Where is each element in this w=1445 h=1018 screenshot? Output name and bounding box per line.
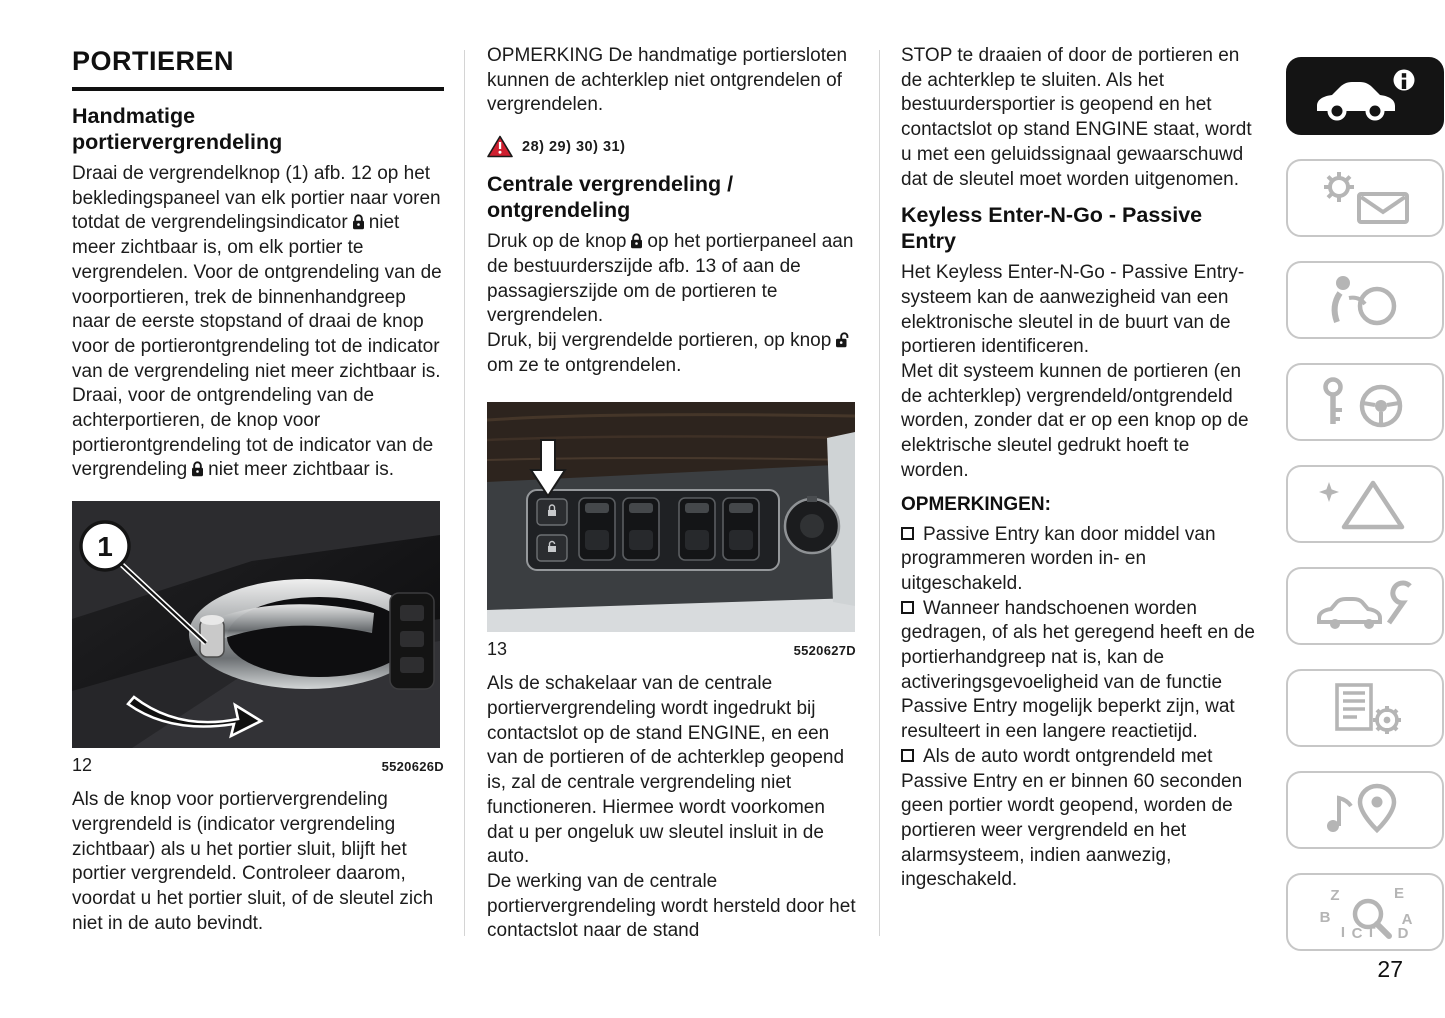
column-divider: [879, 50, 880, 936]
square-bullet-icon: [901, 527, 914, 540]
car-info-icon: [1313, 68, 1417, 124]
lock-open-icon: [835, 332, 850, 348]
paragraph-manual-locking: [72, 162, 444, 483]
airbag-safety-icon: [1313, 272, 1417, 328]
paragraph-stop-key: STOP te draaien of door de portieren en de achterklep te sluiten. Als het bestuurdersportier is geopend en het contactslot op stand ENGINE staat, wordt u met een geluidssignaal gewaarschuwd dat de sleutel moet worden uitgenomen.: [901, 45, 1252, 190]
paragraph-central-unlock: [487, 329, 856, 378]
index-letter: A: [1401, 911, 1413, 928]
warning-triangle-icon: [487, 135, 513, 158]
index-letter: D: [1397, 925, 1409, 942]
paragraph-keyless-2: Met dit systeem kunnen de portieren (en de achterklep) vergrendeld/ontgrendeld worden, zonder dat er op een knop op de elektrische sleutel gedrukt hoeft te worden.: [901, 361, 1249, 481]
alphabetical-index-icon: [1313, 884, 1417, 940]
bullet-text: Passive Entry kan door middel van programmeren worden in- en uitgeschakeld.: [901, 523, 1216, 594]
heading-keyless-entry: Keyless Enter-N-Go - Passive Entry: [901, 203, 1203, 254]
tab-alphabetical-index[interactable]: [1286, 873, 1444, 951]
figure-12-callout: 1: [97, 531, 113, 563]
note-bullet: [901, 597, 1262, 745]
text-segment: Druk, bij vergrendelde portieren, op knop: [487, 329, 832, 351]
text-segment: Draai de vergrendelknop (1) afb. 12 op het bekledingspaneel van elk portier naar voren totdat de vergrendelingsindicator: [72, 163, 441, 234]
emergency-triangle-icon: [1313, 476, 1417, 532]
index-letter: E: [1393, 885, 1405, 902]
text-segment: niet meer zichtbaar is.: [208, 459, 394, 481]
tab-emergency[interactable]: [1286, 465, 1444, 543]
note-bullet: [901, 523, 1262, 597]
column-divider: [464, 50, 465, 936]
square-bullet-icon: [901, 601, 914, 614]
text-segment: op het portierpaneel aan de bestuurderszijde afb. 13 of aan de passagierszijde om de portieren te vergrendelen.: [487, 231, 854, 327]
paragraph-central-lock-restore: De werking van de centrale portiervergrendeling wordt hersteld door het contactslot naar de stand: [487, 870, 856, 942]
car-wrench-icon: [1313, 578, 1417, 634]
page-number: 27: [1377, 956, 1403, 982]
tab-starting-driving[interactable]: [1286, 363, 1444, 441]
warning-references: 28) 29) 30) 31): [522, 138, 626, 155]
bullet-text: Wanneer handschoenen worden gedragen, of als het geregend heeft en de portierhandgreep nat is, kan de activeringsgevoeligheid van de functie Passive Entry mogelijk beperkt zijn, wat resulteert in een langere reactietijd.: [901, 597, 1255, 743]
column-right: [901, 44, 1262, 893]
index-letter: T: [1366, 924, 1376, 941]
section-tab-bar: [1286, 57, 1444, 951]
figure-code: 5520627D: [793, 643, 856, 659]
tab-warning-lights-messages[interactable]: [1286, 159, 1444, 237]
lock-closed-icon: [352, 214, 365, 230]
paragraph-keyless-1: Het Keyless Enter-N-Go - Passive Entry-systeem kan de aanwezigheid van een elektronische sleutel in de buurt van de portieren identificeren.: [901, 262, 1245, 358]
figure-12: [72, 501, 444, 776]
paragraph-central-lock: [487, 230, 856, 329]
figure-12-image: [72, 501, 440, 748]
navigation-audio-icon: [1313, 782, 1417, 838]
index-letter: I: [1340, 924, 1346, 941]
tab-safety[interactable]: [1286, 261, 1444, 339]
tab-car-info[interactable]: [1286, 57, 1444, 135]
figure-13: [487, 402, 856, 660]
heading-manual-door-locking: Handmatige portiervergrendeling: [72, 104, 283, 154]
technical-data-gear-icon: [1313, 680, 1417, 736]
tab-service-maintenance[interactable]: [1286, 567, 1444, 645]
tab-technical-data[interactable]: [1286, 669, 1444, 747]
index-letter: Z: [1330, 887, 1340, 904]
page-title: PORTIEREN: [72, 44, 444, 91]
figure-number: 12: [72, 755, 93, 776]
text-segment: Druk op de knop: [487, 231, 627, 253]
index-letter: B: [1319, 909, 1331, 926]
tab-multimedia[interactable]: [1286, 771, 1444, 849]
column-middle: [487, 44, 856, 944]
text-segment: om ze te ontgrendelen.: [487, 354, 682, 376]
paragraph-lock-check: Als de knop voor portiervergrendeling vergrendeld is (indicator vergrendeling zichtbaar) als u het portier sluit, blijft het portier vergrendeld. Controleer daarom, voordat u het portier sluit, of de sleutel zich niet in de auto bevindt.: [72, 789, 434, 934]
figure-number: 13: [487, 639, 508, 660]
text-segment: niet meer zichtbaar is, om elk portier te vergrendelen. Voor de ontgrendeling van de voorportieren, trek de binnenhandgreep naar de eerste stopstand of draai de knop voor de portierontgrendeling tot de indicator van de vergrendeling niet meer zichtbaar is. Draai, voor de ontgrendeling van de achterportieren, de knop voor portierontgrendeling tot de indicator van de vergrendeling: [72, 212, 442, 481]
key-steering-icon: [1313, 374, 1417, 430]
figure-12-caption: [72, 755, 444, 776]
warning-lights-message-icon: [1313, 170, 1417, 226]
paragraph-central-lock-engine: Als de schakelaar van de centrale portiervergrendeling wordt ingedrukt bij contactslot op de stand ENGINE, en een van de portieren of de achterklep geopend is, zal de centrale vergrendeling niet functioneren. Hiermee wordt voorkomen dat u per ongeluk uw sleutel insluit in de auto.: [487, 673, 845, 868]
lock-closed-icon: [630, 233, 643, 249]
figure-13-caption: [487, 639, 856, 660]
paragraph-note: OPMERKING De handmatige portiersloten kunnen de achterklep niet ontgrendelen of vergrendelen.: [487, 45, 848, 116]
note-bullet: [901, 745, 1262, 893]
column-left: [72, 44, 444, 936]
warning-row: [487, 135, 856, 158]
heading-notes: OPMERKINGEN:: [901, 493, 1051, 515]
heading-central-locking: Centrale vergrendeling / ontgrendeling: [487, 172, 734, 223]
index-letter: C: [1351, 925, 1363, 942]
figure-13-image: [487, 402, 855, 632]
square-bullet-icon: [901, 749, 914, 762]
bullet-text: Als de auto wordt ontgrendeld met Passive Entry en er binnen 60 seconden geen portier wordt geopend, worden de portieren weer vergrendeld en het alarmsysteem, indien aanwezig, ingeschakeld.: [901, 745, 1243, 891]
figure-code: 5520626D: [381, 759, 444, 775]
lock-closed-icon: [191, 461, 204, 477]
